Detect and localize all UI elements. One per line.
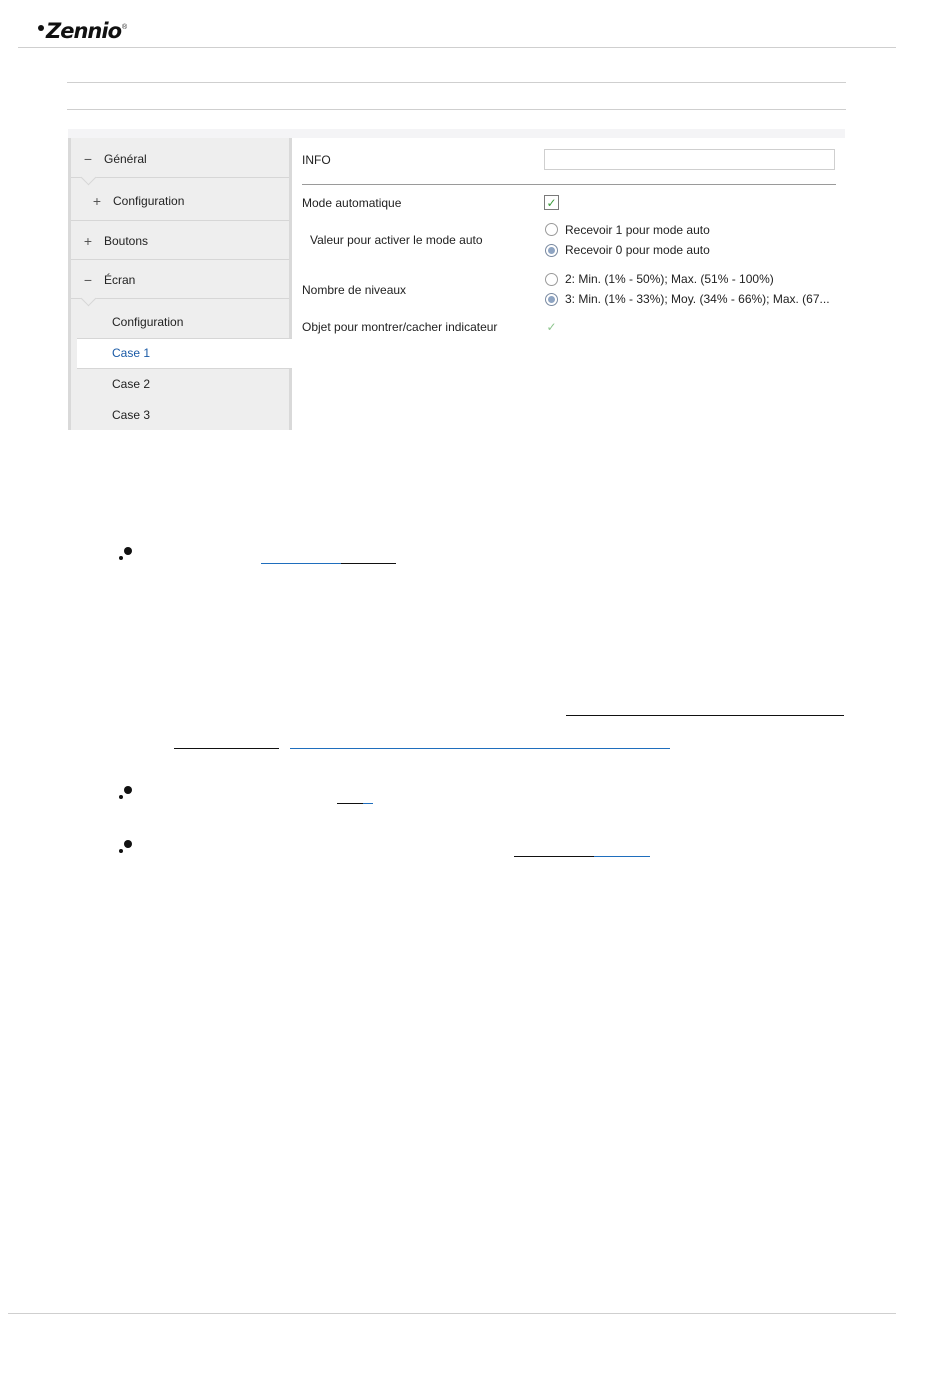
objet-checkbox[interactable] [544, 319, 559, 334]
sidebar-item-case-1-text[interactable] [112, 346, 150, 360]
niveaux-radio-2[interactable] [545, 273, 558, 286]
sidebar-item-label: Case 2 [112, 377, 151, 391]
collapse-icon[interactable]: − [83, 272, 93, 288]
bullet-icon [119, 786, 133, 800]
sidebar-item-label: Case 1 [112, 346, 151, 360]
checkmark-icon: ✓ [546, 319, 557, 334]
sidebar-item-general[interactable] [82, 151, 147, 167]
mode-auto-label: Mode automatique [302, 196, 402, 210]
link-underline[interactable] [363, 803, 373, 804]
sidebar-item-case-2[interactable] [112, 377, 150, 391]
valeur-radio-1[interactable] [545, 223, 558, 236]
sidebar-item-label: Général [104, 152, 147, 166]
bullet-icon [119, 547, 133, 561]
caption-rule-bottom [67, 109, 846, 110]
tree-separator [71, 220, 289, 221]
valeur-option-1[interactable]: Recevoir 1 pour mode auto [565, 223, 710, 237]
sidebar-item-label: Case 3 [112, 408, 151, 422]
link-underline[interactable] [566, 715, 844, 716]
sidebar-item-ecran[interactable] [82, 272, 135, 288]
niveaux-label: Nombre de niveaux [302, 283, 407, 297]
bullet-icon [119, 840, 133, 854]
mode-auto-checkbox[interactable] [544, 195, 559, 210]
panel-top-bar [68, 129, 845, 138]
caption-rule-top [67, 82, 846, 83]
niveaux-option-3[interactable]: 3: Min. (1% - 33%); Moy. (34% - 66%); Max. (67... [565, 292, 830, 306]
header-rule [18, 47, 896, 48]
info-label: INFO [302, 153, 331, 167]
expand-icon[interactable]: + [83, 233, 93, 249]
tree-separator [71, 259, 289, 260]
logo-registered-mark: ® [122, 23, 128, 31]
tree-separator [71, 177, 289, 178]
zennio-logo [38, 16, 127, 46]
sidebar-item-case-1[interactable] [77, 338, 292, 369]
sidebar-item-boutons[interactable] [82, 233, 148, 249]
valeur-radio-0[interactable] [545, 244, 558, 257]
niveaux-option-2[interactable]: 2: Min. (1% - 50%); Max. (51% - 100%) [565, 272, 774, 286]
link-underline[interactable] [174, 748, 279, 749]
expand-icon[interactable]: + [92, 193, 102, 209]
checkmark-icon: ✓ [546, 195, 557, 210]
sidebar-item-case-3[interactable] [112, 408, 150, 422]
link-underline[interactable] [514, 856, 594, 857]
link-underline[interactable] [290, 748, 670, 749]
objet-label: Objet pour montrer/cacher indicateur [302, 320, 498, 334]
sidebar-item-label: Configuration [112, 315, 184, 329]
sidebar-item-general-configuration[interactable] [91, 193, 184, 209]
collapse-icon[interactable]: − [83, 151, 93, 167]
link-underline[interactable] [261, 563, 341, 564]
link-underline[interactable] [594, 856, 650, 857]
valeur-option-0[interactable]: Recevoir 0 pour mode auto [565, 243, 710, 257]
sidebar-item-label: Écran [104, 273, 136, 287]
niveaux-radio-3[interactable] [545, 293, 558, 306]
content-separator [302, 184, 836, 185]
logo-text: Zennio [46, 19, 121, 43]
link-underline[interactable] [337, 803, 363, 804]
info-input[interactable] [544, 149, 835, 170]
tree-separator [71, 298, 289, 299]
sidebar-item-ecran-configuration[interactable] [112, 315, 183, 329]
sidebar-item-label: Configuration [113, 194, 185, 208]
link-underline[interactable] [341, 563, 396, 564]
logo-dot-icon [38, 25, 44, 31]
footer-rule [8, 1313, 896, 1314]
sidebar-item-label: Boutons [104, 234, 149, 248]
valeur-label: Valeur pour activer le mode auto [310, 233, 483, 247]
